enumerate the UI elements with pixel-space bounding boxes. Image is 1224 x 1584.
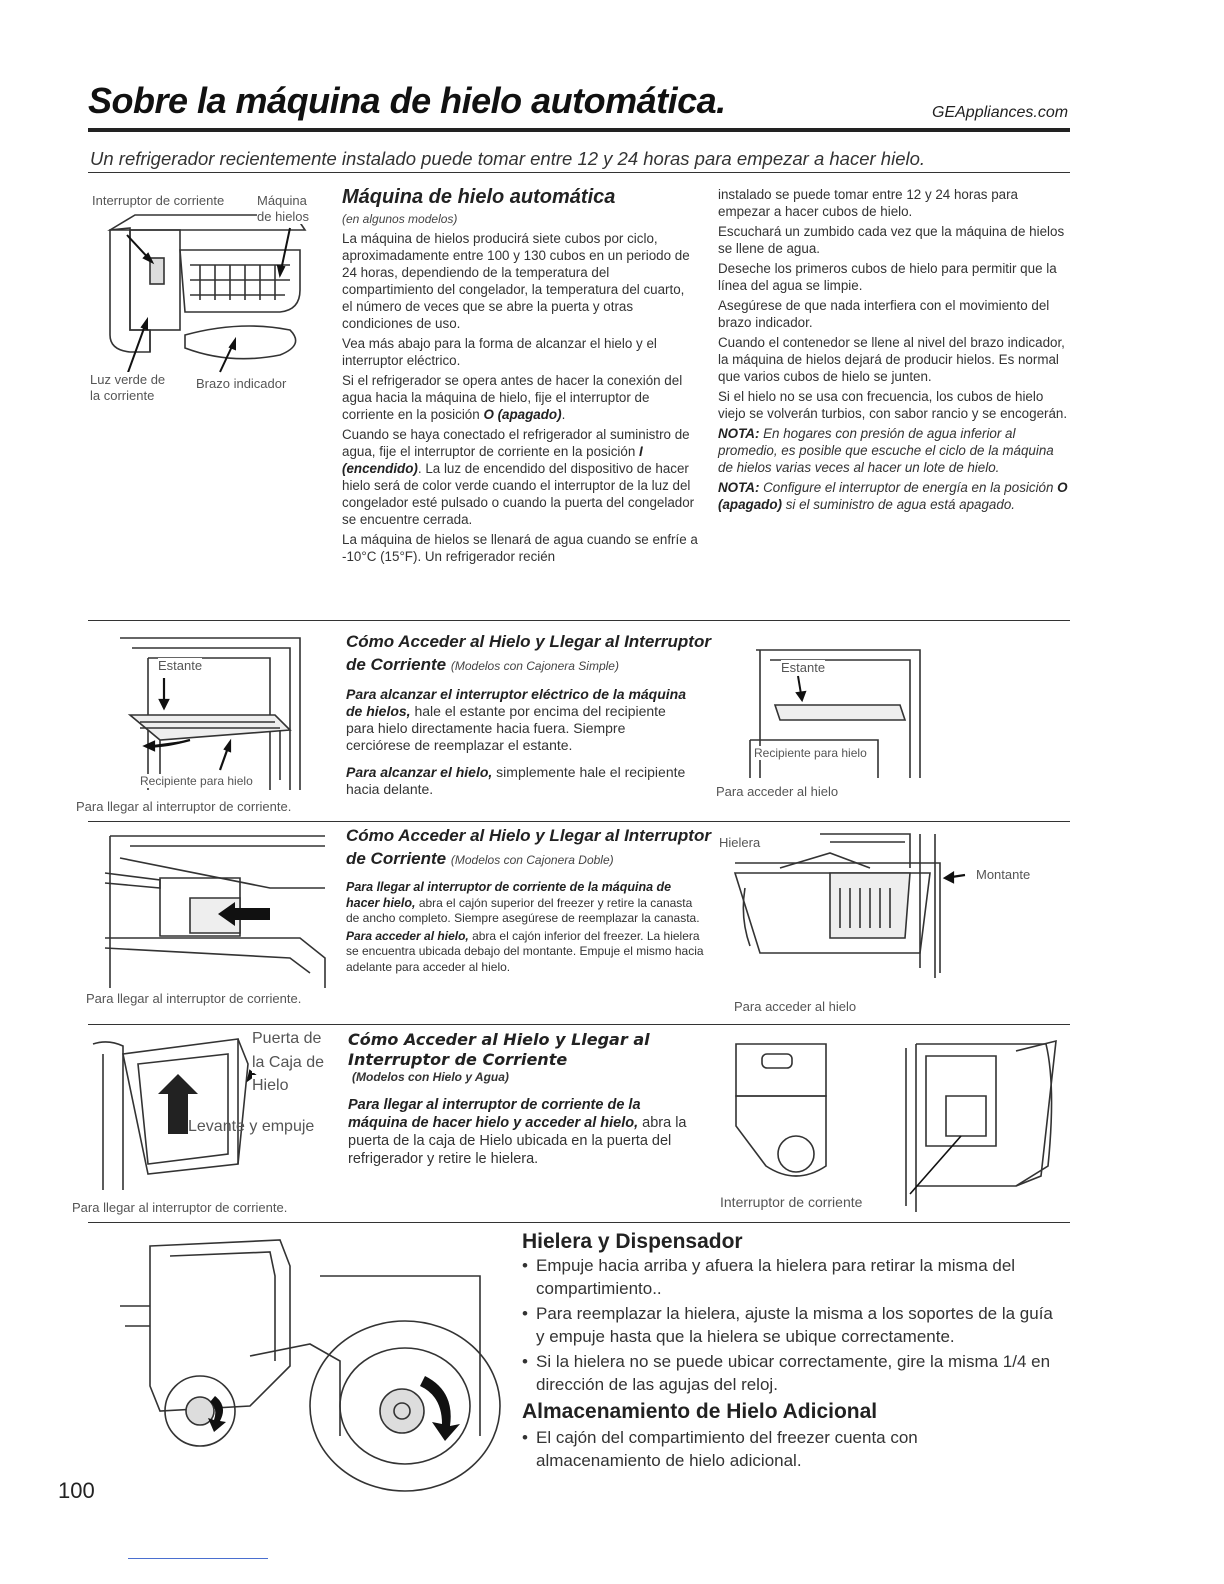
list-item: • El cajón del compartimiento del freezer cuenta con almacenamiento de hielo adicional. <box>522 1426 1042 1472</box>
paragraph: Escuchará un zumbido cada vez que la máquina de hielos se llene de agua. <box>718 224 1065 256</box>
label-power-switch-right: Interruptor de corriente <box>720 1194 863 1210</box>
site-url: GEAppliances.com <box>932 104 1069 121</box>
additional-storage-list <box>522 1426 1042 1474</box>
paragraph: Para acceder al hielo, abra el cajón inferior del freezer. La hielera se encuentra ubicada debajo del montante. Empuje el mismo hacia adelante para acceder al hielo. <box>346 928 704 974</box>
ice-water-heading: Cómo Acceder al Hielo y Llegar al Interruptor de Corriente <box>348 1030 650 1069</box>
paragraph: Para llegar al interruptor de corriente de la máquina de hacer hielo y acceder al hielo, abra la puerta de la caja de Hielo ubicada en la puerta del refrigerador y retire le hielera. <box>348 1097 687 1167</box>
single-drawer-text <box>346 686 686 801</box>
caption: Para acceder al hielo <box>734 999 857 1014</box>
icemaker-subheading: (en algunos modelos) <box>342 212 458 226</box>
label-arm: Brazo indicador <box>196 376 287 391</box>
label-ice-bucket: Hielera <box>719 835 761 850</box>
paragraph: Cuando se haya conectado el refrigerador al suministro de agua, fije el interruptor de corriente en la posición I (encendido). La luz de encendido del dispositivo de hacer hielo será de color verde cuando el interruptor de la luz del congelador esté pulsado o cuando la puerta del congelador se encuentre cerrada. <box>342 427 695 527</box>
caption: Para llegar al interruptor de corriente. <box>72 1200 288 1215</box>
label-bin-right: Recipiente para hielo <box>754 746 867 760</box>
label-shelf-right: Estante <box>781 660 826 675</box>
ice-water-models: (Modelos con Hielo y Agua) <box>352 1070 509 1084</box>
ice-box-illustration <box>726 1036 1066 1216</box>
label-green-light-1: Luz verde de <box>90 372 166 387</box>
page-title: Sobre la máquina de hielo automática. <box>88 80 726 121</box>
section-rule <box>88 1222 1070 1223</box>
label-door-3: Hielo <box>252 1077 289 1094</box>
paragraph: Para alcanzar el interruptor eléctrico de la máquina de hielos, hale el estante por encima del recipiente para hielo directamente hacia fuera. Siempre cerciórese de reemplazar el estante. <box>346 686 687 753</box>
label-lift-push: Levante y empuje <box>188 1118 315 1135</box>
ice-water-text <box>348 1096 688 1171</box>
section-rule <box>88 821 1070 822</box>
label-icemaker-2: de hielos <box>257 209 310 224</box>
page-number: 100 <box>58 1478 95 1503</box>
bucket-dispenser-heading: Hielera y Dispensador <box>522 1230 743 1253</box>
label-icemaker-1: Máquina <box>257 193 307 208</box>
label-green-light-2: la corriente <box>90 388 155 403</box>
double-drawer-freezer-illustration <box>100 828 330 990</box>
paragraph: Para llegar al interruptor de corriente de la máquina de hacer hielo, abra el cajón superior del freezer y retire la canasta de ancho completo. Siempre asegúrese de reemplazar la canasta. <box>346 880 700 925</box>
paragraph: Deseche los primeros cubos de hielo para permitir que la línea del agua se limpie. <box>718 261 1057 293</box>
paragraph: instalado se puede tomar entre 12 y 24 horas para empezar a hacer cubos de hielo. <box>718 187 1018 219</box>
paragraph: Vea más abajo para la forma de alcanzar el hielo y el interruptor eléctrico. <box>342 336 657 368</box>
additional-storage-heading: Almacenamiento de Hielo Adicional <box>522 1400 878 1423</box>
bucket-dispenser-list <box>522 1254 1062 1398</box>
caption: Para llegar al interruptor de corriente. <box>86 991 302 1006</box>
icemaker-column-1 <box>342 230 698 568</box>
subtitle-rule <box>88 172 1070 173</box>
label-bin-left: Recipiente para hielo <box>140 774 253 788</box>
icemaker-column-2 <box>718 186 1068 516</box>
double-drawer-text <box>346 880 706 975</box>
ice-bucket-auger-illustration <box>110 1236 510 1498</box>
paragraph: Asegúrese de que nada interfiera con el movimiento del brazo indicador. <box>718 298 1050 330</box>
list-item: • Empuje hacia arriba y afuera la hielera para retirar la misma del compartimiento.. <box>522 1254 1062 1300</box>
icemaker-heading: Máquina de hielo automática <box>342 186 616 208</box>
paragraph: Para alcanzar el hielo, simplemente hale el recipiente hacia delante. <box>346 764 686 797</box>
list-item: • Para reemplazar la hielera, ajuste la misma a los soportes de la guía y empuje hasta que la hielera se ubique correctamente. <box>522 1302 1062 1348</box>
section-rule <box>88 1024 1070 1025</box>
note: NOTA: En hogares con presión de agua inferior al promedio, es posible que escuche el ciclo de la máquina de hielos varias veces al hacer un lote de hielo. <box>718 426 1054 475</box>
double-drawer-heading: Cómo Acceder al Hielo y Llegar al Interruptor de Corriente (Modelos con Cajonera Doble) <box>346 826 711 868</box>
section-rule <box>88 620 1070 621</box>
paragraph: La máquina de hielos producirá siete cubos por ciclo, aproximadamente entre 100 y 130 cubos en un periodo de 24 horas, dependiendo de la temperatura del compartimiento del congelador, la temperatura del cuarto, el número de veces que se abre la puerta y otras condiciones de uso. <box>342 231 690 331</box>
label-door-2: la Caja de <box>252 1054 325 1071</box>
caption: Para llegar al interruptor de corriente. <box>76 799 292 814</box>
list-item: • Si la hielera no se puede ubicar correctamente, gire la misma 1/4 en dirección de las agujas del reloj. <box>522 1350 1062 1396</box>
label-power-switch: Interruptor de corriente <box>92 193 225 208</box>
label-door-1: Puerta de <box>252 1030 322 1047</box>
single-drawer-shelf-illustration <box>100 630 310 792</box>
note: NOTA: Configure el interruptor de energía en la posición O (apagado) si el suministro de agua está apagado. <box>718 480 1068 512</box>
single-drawer-heading: Cómo Acceder al Hielo y Llegar al Interruptor de Corriente (Modelos con Cajonera Simple) <box>346 632 711 674</box>
caption: Para acceder al hielo <box>716 784 839 799</box>
label-shelf-left: Estante <box>158 658 203 673</box>
paragraph: Si el hielo no se usa con frecuencia, los cubos de hielo viejo se volverán turbios, con sabor rancio y se encogerán. <box>718 389 1068 421</box>
page-subtitle: Un refrigerador recientemente instalado puede tomar entre 12 y 24 horas para empezar a hacer hielo. <box>90 148 926 169</box>
double-drawer-bucket-illustration <box>720 828 960 996</box>
paragraph: La máquina de hielos se llenará de agua cuando se enfríe a -10°C (15°F). Un refrigerador recién <box>342 532 698 564</box>
header-rule <box>88 128 1070 132</box>
label-mullion: Montante <box>976 867 1031 882</box>
footer-rule <box>128 1558 268 1559</box>
paragraph: Cuando el contenedor se llene al nivel del brazo indicador, la máquina de hielos dejará de producir hielos. Es normal que varios cubos de hielo se junten. <box>718 335 1065 384</box>
paragraph: Si el refrigerador se opera antes de hacer la conexión del agua hacia la máquina de hielo, fije el interruptor de corriente en la posición O (apagado). <box>342 373 683 422</box>
